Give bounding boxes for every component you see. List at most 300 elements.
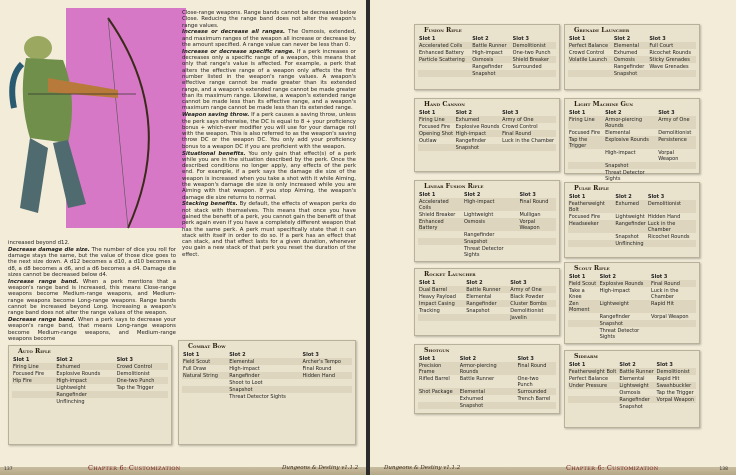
table-cell: Rangefinder	[55, 391, 115, 398]
table-row	[418, 307, 556, 314]
table-cell: Outlaw	[419, 137, 437, 144]
table-cell: Rapid Hit	[656, 375, 680, 382]
table-cell: High-impact	[229, 365, 260, 372]
column-header: Slot 2	[459, 355, 477, 362]
table-row	[12, 384, 168, 391]
table-cell: Threat Detector Sights	[599, 327, 640, 340]
rules-paragraph	[8, 317, 176, 342]
table-cell: Vorpal Weapon	[518, 218, 556, 231]
table-cell: Crowd Control	[116, 363, 168, 370]
table-row	[418, 314, 556, 321]
table-cell	[568, 233, 614, 240]
rule-heading: Increase or decrease all ranges.	[182, 29, 286, 36]
table-cell	[568, 396, 618, 403]
column-header: Slot 2	[229, 351, 246, 358]
table-cell: Rangefinder	[618, 396, 655, 403]
table-cell	[568, 63, 613, 70]
table-cell: Elemental	[466, 293, 492, 300]
column-header: Slot 1	[419, 109, 436, 116]
table-cell	[418, 245, 463, 258]
table-title: Pulse Rifle	[574, 185, 609, 192]
archer-figure-icon	[8, 8, 186, 234]
table-cell	[568, 403, 618, 410]
table-cell: Accelerated Coils	[418, 42, 471, 49]
perk-table	[418, 355, 556, 409]
table-cell: Demolitionist	[512, 42, 556, 49]
table-cell: One-two Punch	[517, 375, 539, 388]
table-cell	[182, 393, 228, 400]
table-cell: Archer's Tempo	[302, 358, 352, 365]
table-cell: Perfect Balance	[568, 42, 613, 49]
table-header-row	[418, 355, 556, 362]
rules-text-col2	[182, 10, 356, 325]
table-header-row	[568, 361, 696, 368]
table-cell	[12, 384, 55, 391]
table-row	[568, 70, 696, 77]
table-cell: Crowd Control	[569, 49, 605, 56]
page-number: 138	[719, 467, 728, 472]
table-cell: Surrounded	[512, 63, 542, 70]
table-header-row	[568, 109, 696, 116]
table-cell	[182, 386, 228, 393]
table-cell: Battle Runner	[465, 286, 509, 293]
table-header-row	[418, 109, 556, 116]
table-cell: Snapshot	[463, 238, 518, 245]
table-cell: Featherweight Bolt	[568, 200, 614, 213]
table-row	[12, 377, 168, 384]
rules-text-col1	[8, 240, 176, 340]
table-cell: Ricochet Rounds	[649, 49, 691, 56]
table-row	[568, 149, 696, 162]
table-cell	[568, 327, 599, 340]
column-header: Slot 1	[183, 351, 200, 358]
table-cell: Dual Barrel	[418, 286, 465, 293]
table-cell	[418, 395, 459, 402]
column-header: Slot 2	[466, 279, 483, 286]
table-title: Scout Rifle	[574, 265, 610, 272]
table-row	[568, 313, 696, 320]
column-header: Slot 3	[116, 356, 133, 363]
table-cell: Army of One	[501, 116, 556, 123]
rules-paragraph	[182, 151, 356, 201]
rule-heading: Increase range band.	[8, 278, 79, 285]
table-cell: Final Round	[650, 280, 696, 287]
table-cell	[657, 169, 696, 182]
table-cell: Rangefinder	[614, 220, 646, 233]
table-cell: Focused Fire	[419, 123, 451, 130]
table-cell: Army of One	[509, 286, 556, 293]
light-machine-gun-table	[564, 98, 700, 182]
table-cell: Rangefinder	[599, 313, 631, 320]
table-cell: Tap the Trigger	[568, 136, 604, 149]
table-cell: Impact Casing	[418, 300, 465, 307]
table-cell	[418, 70, 471, 77]
table-row	[418, 123, 556, 130]
column-header: Slot 2	[56, 356, 73, 363]
table-cell	[568, 169, 604, 182]
column-header: Slot 1	[13, 356, 30, 363]
table-row	[418, 293, 556, 300]
table-cell: Focused Fire	[569, 213, 601, 220]
table-cell: Under Pressure	[568, 382, 618, 389]
table-row	[418, 375, 556, 388]
rule-body: The number of dice you roll for damage stays the same, but the value of those dice goes to the next size down. A d12 becomes a d10, a d10 becomes a d8, a d8 becomes a d6, and a d6 becomes a d4. Damage die sizes cannot be decreased below d4.	[8, 246, 176, 278]
table-cell: Rangefinder	[465, 300, 509, 307]
table-cell: Crowd Control	[502, 123, 538, 130]
rule-heading: Situational benefits.	[182, 150, 246, 157]
table-title: Fusion Rifle	[424, 27, 462, 34]
scout-rifle-table	[564, 262, 700, 344]
table-cell: Perfect Balance	[569, 375, 609, 382]
table-row	[568, 327, 696, 340]
table-cell	[648, 70, 696, 77]
column-header: Slot 2	[613, 35, 631, 42]
table-cell	[418, 63, 471, 70]
column-header: Slot 1	[419, 355, 436, 362]
perk-table	[418, 191, 556, 258]
table-cell: Snapshot	[613, 70, 648, 77]
rule-body: You only gain that effect(s) of a perk while you are in the situation described by the perk. Once the described conditions no longer apply, any effects of the perk end. For example, if a perk says the damage die size of the weapon is increased when you take a shot with it while Aiming, the weapon's damage die size is only increased while you are Aiming with that weapon. If you stop Aiming, the weapon's damage die size returns to normal.	[182, 150, 356, 201]
table-cell: Luck in the Chamber	[651, 287, 679, 300]
table-header-row	[568, 35, 696, 42]
rules-paragraph	[182, 201, 356, 258]
table-cell	[182, 379, 228, 386]
table-cell: Volatile Launch	[568, 56, 613, 63]
table-cell: Elemental	[228, 358, 301, 365]
table-row	[418, 116, 556, 123]
table-cell: Field Scout	[182, 358, 228, 365]
table-row	[568, 63, 696, 70]
table-cell: Shot Package	[418, 388, 459, 395]
table-cell: Accelerated Coils	[418, 198, 463, 211]
perk-table	[568, 361, 696, 410]
table-header-row	[12, 356, 168, 363]
table-cell: Focused Fire	[13, 370, 45, 377]
table-cell: Focused Fire	[569, 129, 601, 136]
table-cell: Rapid Hit	[650, 300, 696, 313]
table-cell: Battle Runner	[619, 368, 654, 375]
table-cell	[568, 70, 613, 77]
table-cell: Final Round	[501, 130, 556, 137]
rules-paragraph	[8, 240, 176, 246]
table-cell: Demolitionist	[647, 200, 696, 213]
table-row	[568, 116, 696, 129]
table-cell: Natural String	[182, 372, 228, 379]
table-title: Combat Bow	[188, 343, 226, 350]
column-header: Slot 2	[599, 273, 616, 280]
table-cell	[516, 402, 556, 409]
table-cell	[501, 144, 556, 151]
table-row	[418, 144, 556, 151]
table-cell: Exhumed	[613, 49, 638, 56]
table-cell	[568, 149, 604, 162]
right-page	[370, 0, 736, 475]
table-cell: Rangefinder	[228, 372, 301, 379]
table-cell: Rangefinder	[472, 63, 503, 70]
table-cell: Particle Scattering	[418, 56, 471, 63]
table-cell	[418, 402, 459, 409]
table-row	[418, 286, 556, 293]
pulse-rifle-table	[564, 182, 700, 258]
chapter-label: Chapter 6: Customization	[88, 464, 181, 472]
table-cell: Threat Detector Sights	[463, 245, 504, 258]
table-cell: Snapshot	[615, 233, 639, 240]
column-header: Slot 2	[472, 35, 489, 42]
table-cell: Final Round	[516, 362, 556, 375]
table-row	[418, 130, 556, 137]
table-cell: Explosive Rounds	[604, 136, 657, 149]
table-row	[418, 300, 556, 307]
table-row	[568, 136, 696, 149]
right-footer	[370, 457, 736, 475]
table-cell: Tap the Trigger	[116, 384, 154, 391]
table-row	[568, 233, 696, 240]
table-cell: Exhumed	[614, 200, 646, 213]
column-header: Slot 2	[463, 191, 481, 198]
table-cell: Battle Runner	[459, 375, 495, 382]
table-cell	[12, 398, 55, 405]
page-number: 137	[4, 467, 13, 472]
table-cell: Featherweight Bolt	[568, 368, 618, 375]
table-cell: Full Court	[648, 42, 696, 49]
table-cell: Demolitionist	[656, 368, 696, 375]
table-cell: Demolitionist	[510, 307, 544, 314]
table-row	[418, 218, 556, 231]
perk-table	[418, 279, 556, 321]
table-cell: Threat Detector Sights	[605, 169, 645, 182]
combat-bow-table	[178, 340, 356, 445]
table-cell	[512, 70, 556, 77]
table-cell: Snapshot	[228, 386, 301, 393]
column-header: Slot 1	[569, 35, 586, 42]
table-cell: Field Scout	[568, 280, 599, 287]
column-header: Slot 1	[419, 35, 436, 42]
table-row	[182, 386, 352, 393]
table-header-row	[418, 35, 556, 42]
table-cell: High-impact	[55, 377, 115, 384]
rule-body: increased beyond d12.	[8, 240, 70, 246]
shotgun-table	[414, 344, 560, 414]
table-header-row	[418, 191, 556, 198]
table-cell: Battle Runner	[471, 42, 511, 49]
table-cell	[418, 144, 455, 151]
table-cell	[418, 231, 463, 238]
rules-paragraph	[182, 49, 356, 112]
table-row	[568, 162, 696, 169]
table-cell: Elemental	[613, 42, 648, 49]
table-cell: Take a Knee	[569, 287, 585, 300]
table-cell	[657, 162, 696, 169]
table-cell: Rangefinder	[463, 231, 495, 238]
table-cell: High-impact	[463, 198, 518, 211]
table-cell	[116, 398, 168, 405]
column-header: Slot 3	[647, 193, 665, 200]
table-row	[568, 403, 696, 410]
table-header-row	[182, 351, 352, 358]
table-cell: Explosive Rounds	[56, 370, 101, 377]
rule-body: When a perk mentions that a weapon's range band is increased, this means Close-range weapons become Medium-range weapons, and Medium-range weapons become Long-range weapons. Range bands cannot be increased beyond Long. Increasing a weapon's range band does not alter the range values of the weapon.	[8, 278, 176, 317]
table-cell: High-impact	[472, 49, 503, 56]
table-cell: Zen Moment	[568, 300, 599, 313]
table-cell: Cluster Bombs	[509, 300, 556, 307]
table-cell: Lightweight	[599, 300, 650, 313]
table-cell: Enhanced Battery	[418, 218, 463, 231]
perk-table	[418, 35, 556, 77]
table-row	[418, 49, 556, 56]
table-cell	[647, 240, 696, 247]
table-row	[418, 395, 556, 402]
rule-body: When a perk says to decrease your weapon's range band, that means Long-range weapons become Medium-range weapons, and Medium-range weapons become	[8, 317, 176, 342]
table-cell: Lightweight	[56, 384, 86, 391]
table-row	[568, 169, 696, 182]
table-row	[568, 375, 696, 382]
rule-body: If a perk increases or decreases only a specific range of a weapon, this means that only that range's value is affected. For example, a perk that alters the effective range of a weapon only affects the first number listed in the weapon's range values. A weapon's effective range cannot be made greater than its extended range, and a weapon's extended range cannot be made greater than its maximum range. Likewise, a weapon's extended range cannot be made less than its effective range, and a weapon's maximum range cannot be made less than its extended range.	[182, 48, 357, 112]
table-row	[418, 388, 556, 395]
table-cell: Osmosis	[613, 56, 648, 63]
table-cell: Osmosis	[471, 56, 511, 63]
column-header: Slot 2	[615, 193, 632, 200]
table-cell: Tap the Trigger	[656, 389, 694, 396]
rule-heading: Decrease damage die size.	[8, 246, 90, 253]
table-cell: Precision Frame	[418, 362, 459, 375]
column-header: Slot 1	[569, 193, 586, 200]
table-cell: Shoot to Loot	[229, 379, 263, 386]
table-row	[568, 368, 696, 375]
table-cell: Rifled Barrel	[419, 375, 450, 382]
table-row	[568, 396, 696, 403]
table-cell: Wave Grenades	[649, 63, 689, 70]
table-row	[568, 200, 696, 213]
rules-paragraph	[182, 112, 356, 150]
rules-paragraph	[8, 247, 176, 278]
table-row	[12, 363, 168, 370]
table-cell: Final Round	[518, 198, 556, 211]
table-cell: Black Powder	[510, 293, 544, 300]
table-cell	[650, 320, 696, 327]
table-cell	[518, 238, 556, 245]
table-row	[568, 129, 696, 136]
table-row	[418, 238, 556, 245]
table-title: Grenade Launcher	[574, 27, 630, 34]
table-cell: Armor-piercing Rounds	[459, 362, 517, 375]
table-row	[12, 391, 168, 398]
table-cell: One-two Punch	[116, 377, 168, 384]
column-header: Slot 2	[605, 109, 622, 116]
table-cell	[568, 240, 614, 247]
table-row	[182, 358, 352, 365]
table-cell: Exhumed	[459, 395, 484, 402]
table-cell: Shield Breaker	[419, 211, 456, 218]
table-cell: Javelin	[509, 314, 556, 321]
table-cell: Threat Detector Sights	[229, 393, 286, 400]
rules-paragraph	[8, 279, 176, 317]
table-title: Light Machine Gun	[574, 101, 633, 108]
table-row	[418, 70, 556, 77]
table-cell: Snapshot	[459, 402, 517, 409]
table-cell	[568, 320, 599, 327]
column-header: Slot 1	[419, 191, 436, 198]
perk-table	[418, 109, 556, 151]
table-cell: Swashbuckler	[656, 382, 696, 389]
table-cell: High-impact	[599, 287, 631, 294]
table-row	[418, 231, 556, 238]
rule-body: The Osmosis, extended, and maximum ranges of the weapon all increase or decrease by the amount specified. A range value can never be less than 0.	[182, 29, 356, 48]
rule-heading: Stacking benefits.	[182, 201, 238, 208]
table-cell: Explosive Rounds	[599, 280, 650, 287]
rule-body: If a perk causes a saving throw, unless the perk says otherwise, the DC is equal to 8 + your proficiency bonus + which-ever modifier you will use for your damage roll with the weapon. This is also referred to as the weapon's saving throw DC or the weapon DC. You only add your proficiency bonus to a weapon DC if you are proficient with the weapon.	[182, 112, 356, 150]
table-title: Linear Fusion Rifle	[424, 183, 484, 190]
table-cell	[465, 314, 509, 321]
rule-body: By default, the effects of weapon perks do not stack with themselves. This means that once you have gained the benefit of a perk, you cannot gain the benefit of that perk again even if you have a completely different weapon that has the same perk. A perk must specifically state that it can stack with itself in order to do so. If a perk has an effect that can stack, and that effect lasts for a given duration, whenever you gain a new stack of that perk you reset the duration of the effect.	[182, 201, 356, 258]
table-row	[182, 379, 352, 386]
table-title: Auto Rifle	[18, 348, 51, 355]
table-cell: Firing Line	[418, 116, 455, 123]
table-cell: High-impact	[455, 130, 502, 137]
column-header: Slot 2	[455, 109, 472, 116]
fusion-rifle-table	[414, 24, 560, 90]
column-header: Slot 1	[419, 279, 436, 286]
table-row	[418, 137, 556, 144]
column-header: Slot 1	[569, 109, 586, 116]
table-cell: One-two Punch	[512, 49, 551, 56]
book-title: Dungeons & Destiny v1.1.2	[384, 465, 461, 471]
table-cell: Exhumed	[55, 363, 115, 370]
table-row	[568, 56, 696, 63]
table-row	[568, 389, 696, 396]
table-cell: Persistence	[657, 136, 696, 149]
table-row	[568, 49, 696, 56]
table-cell: Luck in the Chamber	[502, 137, 555, 144]
column-header: Slot 3	[302, 351, 319, 358]
archer-illustration	[8, 8, 186, 234]
table-row	[568, 300, 696, 313]
table-cell: Snapshot	[604, 162, 657, 169]
table-cell: Mulligan	[519, 211, 541, 218]
table-cell: Enhanced Battery	[419, 49, 464, 56]
table-cell: Armor-piercing Rounds	[604, 116, 657, 129]
table-row	[418, 245, 556, 258]
table-cell	[302, 393, 352, 400]
table-cell	[418, 238, 463, 245]
table-header-row	[568, 193, 696, 200]
table-cell	[568, 313, 599, 320]
rules-paragraph	[182, 10, 356, 29]
table-cell	[656, 403, 696, 410]
rocket-launcher-table	[414, 268, 560, 336]
table-title: Rocket Launcher	[424, 271, 476, 278]
auto-rifle-table	[8, 345, 172, 445]
table-cell: Final Round	[302, 365, 332, 372]
table-cell: Firing Line	[568, 116, 604, 129]
sidearm-table	[564, 350, 700, 428]
table-cell: Unflinching	[614, 240, 646, 247]
table-row	[568, 287, 696, 300]
left-page	[0, 0, 366, 475]
table-cell: Heavy Payload	[419, 293, 456, 300]
table-cell: Vorpal Weapon	[651, 313, 689, 320]
table-cell: Exhumed	[455, 116, 502, 123]
table-cell: Unflinching	[56, 398, 85, 405]
table-cell: Vorpal Weapon	[658, 149, 679, 162]
table-row	[568, 220, 696, 233]
table-cell: Elemental	[605, 129, 631, 136]
rule-body: Close-range weapons. Range bands cannot be decreased below Close. Reducing the range band does not alter the weapon's range values.	[182, 10, 356, 29]
table-cell: Osmosis	[463, 218, 518, 231]
column-header: Slot 3	[656, 361, 673, 368]
table-cell	[12, 391, 55, 398]
table-cell	[302, 379, 352, 386]
table-row	[418, 362, 556, 375]
